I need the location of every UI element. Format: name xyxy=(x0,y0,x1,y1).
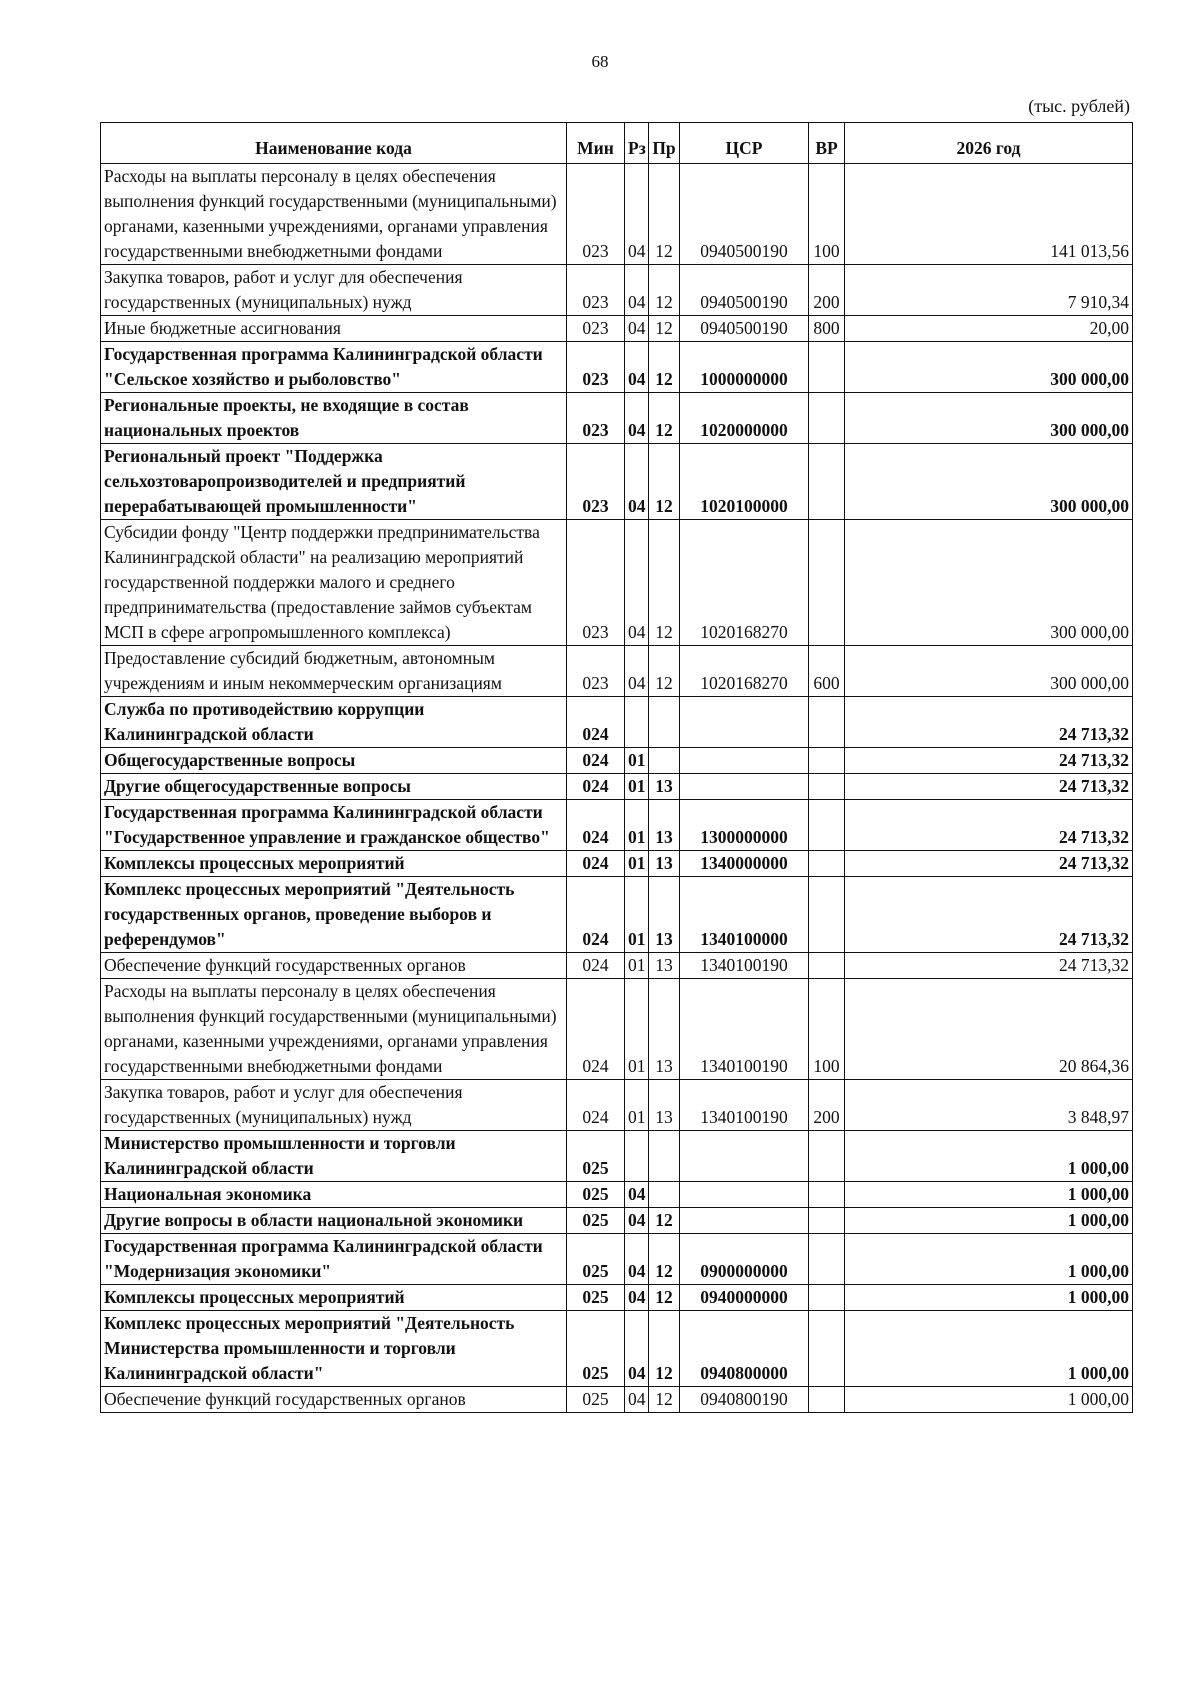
cell-vr: 200 xyxy=(809,265,845,316)
cell-name: Региональный проект "Поддержка сельхозтоваропроизводителей и предприятий перерабатывающей промышленности" xyxy=(101,444,567,520)
cell-name: Расходы на выплаты персоналу в целях обеспечения выполнения функций государственными (муниципальными) органами, казенными учреждениями, органами управления государственными внебюджетными фондами xyxy=(101,979,567,1080)
cell-amount: 300 000,00 xyxy=(845,444,1133,520)
cell-name: Региональные проекты, не входящие в состав национальных проектов xyxy=(101,393,567,444)
cell-vr xyxy=(809,393,845,444)
cell-amount: 1 000,00 xyxy=(845,1182,1133,1208)
cell-csr xyxy=(680,1182,809,1208)
cell-min: 025 xyxy=(567,1208,625,1234)
cell-name: Обеспечение функций государственных органов xyxy=(101,953,567,979)
cell-name: Предоставление субсидий бюджетным, автономным учреждениям и иным некоммерческим организациям xyxy=(101,646,567,697)
cell-rz: 04 xyxy=(625,1311,649,1387)
cell-min: 024 xyxy=(567,953,625,979)
cell-name: Государственная программа Калининградской области "Государственное управление и гражданское общество" xyxy=(101,800,567,851)
cell-amount: 300 000,00 xyxy=(845,342,1133,393)
table-row xyxy=(101,393,1133,444)
cell-min: 023 xyxy=(567,342,625,393)
cell-rz: 04 xyxy=(625,265,649,316)
cell-csr: 1340100190 xyxy=(680,1080,809,1131)
cell-pr xyxy=(649,748,680,774)
cell-amount: 141 013,56 xyxy=(845,164,1133,265)
table-row xyxy=(101,851,1133,877)
cell-csr: 0940800190 xyxy=(680,1387,809,1413)
cell-amount: 1 000,00 xyxy=(845,1208,1133,1234)
cell-min: 023 xyxy=(567,393,625,444)
cell-rz: 04 xyxy=(625,444,649,520)
cell-amount: 1 000,00 xyxy=(845,1131,1133,1182)
cell-pr: 12 xyxy=(649,646,680,697)
budget-table xyxy=(100,122,1133,1413)
cell-name: Государственная программа Калининградской области "Сельское хозяйство и рыболовство" xyxy=(101,342,567,393)
cell-amount: 1 000,00 xyxy=(845,1234,1133,1285)
cell-csr xyxy=(680,1208,809,1234)
table-row xyxy=(101,1131,1133,1182)
cell-min: 025 xyxy=(567,1234,625,1285)
cell-min: 025 xyxy=(567,1387,625,1413)
cell-vr xyxy=(809,342,845,393)
cell-rz: 01 xyxy=(625,1080,649,1131)
cell-vr xyxy=(809,520,845,646)
cell-name: Закупка товаров, работ и услуг для обеспечения государственных (муниципальных) нужд xyxy=(101,265,567,316)
cell-csr: 1340000000 xyxy=(680,851,809,877)
header-rz: Рз xyxy=(625,123,649,164)
cell-amount: 24 713,32 xyxy=(845,748,1133,774)
cell-vr xyxy=(809,697,845,748)
cell-csr xyxy=(680,774,809,800)
cell-name: Расходы на выплаты персоналу в целях обеспечения выполнения функций государственными (муниципальными) органами, казенными учреждениями, органами управления государственными внебюджетными фондами xyxy=(101,164,567,265)
cell-vr xyxy=(809,953,845,979)
cell-name: Иные бюджетные ассигнования xyxy=(101,316,567,342)
table-row xyxy=(101,646,1133,697)
cell-rz: 04 xyxy=(625,316,649,342)
cell-min: 024 xyxy=(567,800,625,851)
cell-pr: 12 xyxy=(649,393,680,444)
cell-min: 024 xyxy=(567,748,625,774)
cell-pr: 13 xyxy=(649,800,680,851)
table-row xyxy=(101,1387,1133,1413)
cell-rz: 01 xyxy=(625,877,649,953)
cell-vr xyxy=(809,1311,845,1387)
cell-min: 024 xyxy=(567,877,625,953)
cell-name: Закупка товаров, работ и услуг для обеспечения государственных (муниципальных) нужд xyxy=(101,1080,567,1131)
cell-rz: 04 xyxy=(625,1285,649,1311)
cell-csr xyxy=(680,748,809,774)
cell-name: Государственная программа Калининградской области "Модернизация экономики" xyxy=(101,1234,567,1285)
table-header-row xyxy=(101,123,1133,164)
table-row xyxy=(101,697,1133,748)
cell-min: 023 xyxy=(567,646,625,697)
cell-amount: 20 864,36 xyxy=(845,979,1133,1080)
cell-pr: 12 xyxy=(649,265,680,316)
cell-vr: 600 xyxy=(809,646,845,697)
cell-min: 025 xyxy=(567,1285,625,1311)
cell-rz: 04 xyxy=(625,1182,649,1208)
cell-csr: 1300000000 xyxy=(680,800,809,851)
cell-csr: 1020168270 xyxy=(680,646,809,697)
cell-vr xyxy=(809,800,845,851)
cell-pr: 13 xyxy=(649,851,680,877)
header-amount: 2026 год xyxy=(845,123,1133,164)
cell-csr xyxy=(680,1131,809,1182)
cell-rz: 01 xyxy=(625,979,649,1080)
cell-amount: 1 000,00 xyxy=(845,1311,1133,1387)
table-row xyxy=(101,342,1133,393)
cell-rz: 04 xyxy=(625,1387,649,1413)
cell-pr: 13 xyxy=(649,774,680,800)
cell-pr: 12 xyxy=(649,444,680,520)
cell-vr: 800 xyxy=(809,316,845,342)
cell-amount: 24 713,32 xyxy=(845,800,1133,851)
cell-vr xyxy=(809,1182,845,1208)
cell-pr: 12 xyxy=(649,1387,680,1413)
header-vr: ВР xyxy=(809,123,845,164)
cell-amount: 24 713,32 xyxy=(845,851,1133,877)
cell-amount: 300 000,00 xyxy=(845,393,1133,444)
cell-rz: 04 xyxy=(625,393,649,444)
cell-name: Комплекс процессных мероприятий "Деятельность государственных органов, проведение выборов и референдумов" xyxy=(101,877,567,953)
cell-pr: 12 xyxy=(649,1234,680,1285)
header-name: Наименование кода xyxy=(101,123,567,164)
cell-name: Министерство промышленности и торговли Калининградской области xyxy=(101,1131,567,1182)
cell-pr: 12 xyxy=(649,520,680,646)
cell-amount: 300 000,00 xyxy=(845,520,1133,646)
cell-rz: 01 xyxy=(625,851,649,877)
cell-name: Служба по противодействию коррупции Калининградской области xyxy=(101,697,567,748)
cell-amount: 24 713,32 xyxy=(845,877,1133,953)
table-row xyxy=(101,1285,1133,1311)
cell-amount: 1 000,00 xyxy=(845,1285,1133,1311)
cell-pr xyxy=(649,1182,680,1208)
cell-min: 023 xyxy=(567,265,625,316)
cell-rz: 01 xyxy=(625,748,649,774)
cell-rz: 04 xyxy=(625,164,649,265)
cell-amount: 7 910,34 xyxy=(845,265,1133,316)
table-row xyxy=(101,953,1133,979)
cell-name: Национальная экономика xyxy=(101,1182,567,1208)
table-row xyxy=(101,1234,1133,1285)
cell-pr xyxy=(649,1131,680,1182)
table-row xyxy=(101,164,1133,265)
cell-min: 025 xyxy=(567,1182,625,1208)
cell-csr: 1340100190 xyxy=(680,953,809,979)
cell-vr: 100 xyxy=(809,164,845,265)
cell-rz: 01 xyxy=(625,774,649,800)
cell-csr: 0940500190 xyxy=(680,164,809,265)
cell-vr xyxy=(809,1285,845,1311)
cell-pr xyxy=(649,697,680,748)
cell-csr: 1340100190 xyxy=(680,979,809,1080)
cell-min: 024 xyxy=(567,774,625,800)
cell-name: Комплексы процессных мероприятий xyxy=(101,851,567,877)
cell-csr: 1000000000 xyxy=(680,342,809,393)
cell-vr: 200 xyxy=(809,1080,845,1131)
cell-csr: 0940500190 xyxy=(680,316,809,342)
cell-vr xyxy=(809,1234,845,1285)
table-row xyxy=(101,1208,1133,1234)
cell-csr: 1340100000 xyxy=(680,877,809,953)
cell-vr xyxy=(809,851,845,877)
cell-name: Субсидии фонду "Центр поддержки предпринимательства Калининградской области" на реализацию мероприятий государственной поддержки малого и среднего предпринимательства (предоставление займов субъектам МСП в сфере агропромышленного комплекса) xyxy=(101,520,567,646)
cell-amount: 300 000,00 xyxy=(845,646,1133,697)
cell-name: Комплексы процессных мероприятий xyxy=(101,1285,567,1311)
cell-name: Другие вопросы в области национальной экономики xyxy=(101,1208,567,1234)
cell-pr: 12 xyxy=(649,1208,680,1234)
cell-vr xyxy=(809,444,845,520)
table-row xyxy=(101,316,1133,342)
table-row xyxy=(101,1182,1133,1208)
cell-name: Комплекс процессных мероприятий "Деятельность Министерства промышленности и торговли Калининградской области" xyxy=(101,1311,567,1387)
cell-rz xyxy=(625,1131,649,1182)
cell-min: 024 xyxy=(567,851,625,877)
header-csr: ЦСР xyxy=(680,123,809,164)
table-row xyxy=(101,444,1133,520)
cell-csr: 0940000000 xyxy=(680,1285,809,1311)
cell-vr xyxy=(809,748,845,774)
table-row xyxy=(101,800,1133,851)
cell-pr: 12 xyxy=(649,164,680,265)
cell-vr xyxy=(809,877,845,953)
cell-min: 025 xyxy=(567,1131,625,1182)
page-number: 68 xyxy=(591,52,609,71)
cell-amount: 1 000,00 xyxy=(845,1387,1133,1413)
cell-min: 023 xyxy=(567,316,625,342)
table-row xyxy=(101,877,1133,953)
cell-amount: 24 713,32 xyxy=(845,697,1133,748)
cell-min: 024 xyxy=(567,1080,625,1131)
cell-vr: 100 xyxy=(809,979,845,1080)
units-label: (тыс. рублей) xyxy=(1028,96,1130,116)
table-row xyxy=(101,1311,1133,1387)
cell-min: 024 xyxy=(567,697,625,748)
cell-csr: 1020100000 xyxy=(680,444,809,520)
table-row xyxy=(101,265,1133,316)
cell-pr: 12 xyxy=(649,1285,680,1311)
cell-min: 023 xyxy=(567,520,625,646)
cell-pr: 13 xyxy=(649,979,680,1080)
cell-vr xyxy=(809,1131,845,1182)
cell-rz: 01 xyxy=(625,953,649,979)
cell-pr: 12 xyxy=(649,1311,680,1387)
cell-pr: 12 xyxy=(649,342,680,393)
table-row xyxy=(101,1080,1133,1131)
cell-min: 023 xyxy=(567,444,625,520)
cell-name: Общегосударственные вопросы xyxy=(101,748,567,774)
cell-name: Другие общегосударственные вопросы xyxy=(101,774,567,800)
cell-csr: 0900000000 xyxy=(680,1234,809,1285)
header-pr: Пр xyxy=(649,123,680,164)
cell-amount: 24 713,32 xyxy=(845,774,1133,800)
cell-rz: 04 xyxy=(625,1208,649,1234)
cell-rz: 04 xyxy=(625,520,649,646)
table-row xyxy=(101,774,1133,800)
cell-rz: 04 xyxy=(625,1234,649,1285)
cell-pr: 13 xyxy=(649,953,680,979)
cell-vr xyxy=(809,774,845,800)
cell-amount: 20,00 xyxy=(845,316,1133,342)
cell-min: 024 xyxy=(567,979,625,1080)
header-min: Мин xyxy=(567,123,625,164)
cell-amount: 3 848,97 xyxy=(845,1080,1133,1131)
cell-name: Обеспечение функций государственных органов xyxy=(101,1387,567,1413)
table-row xyxy=(101,520,1133,646)
table-row xyxy=(101,748,1133,774)
cell-vr xyxy=(809,1387,845,1413)
cell-rz: 04 xyxy=(625,342,649,393)
cell-amount: 24 713,32 xyxy=(845,953,1133,979)
cell-min: 023 xyxy=(567,164,625,265)
cell-pr: 12 xyxy=(649,316,680,342)
cell-csr: 1020000000 xyxy=(680,393,809,444)
cell-csr: 0940800000 xyxy=(680,1311,809,1387)
table-row xyxy=(101,979,1133,1080)
cell-csr: 1020168270 xyxy=(680,520,809,646)
cell-pr: 13 xyxy=(649,877,680,953)
cell-rz xyxy=(625,697,649,748)
cell-csr: 0940500190 xyxy=(680,265,809,316)
cell-min: 025 xyxy=(567,1311,625,1387)
cell-rz: 04 xyxy=(625,646,649,697)
cell-csr xyxy=(680,697,809,748)
cell-rz: 01 xyxy=(625,800,649,851)
cell-pr: 13 xyxy=(649,1080,680,1131)
cell-vr xyxy=(809,1208,845,1234)
